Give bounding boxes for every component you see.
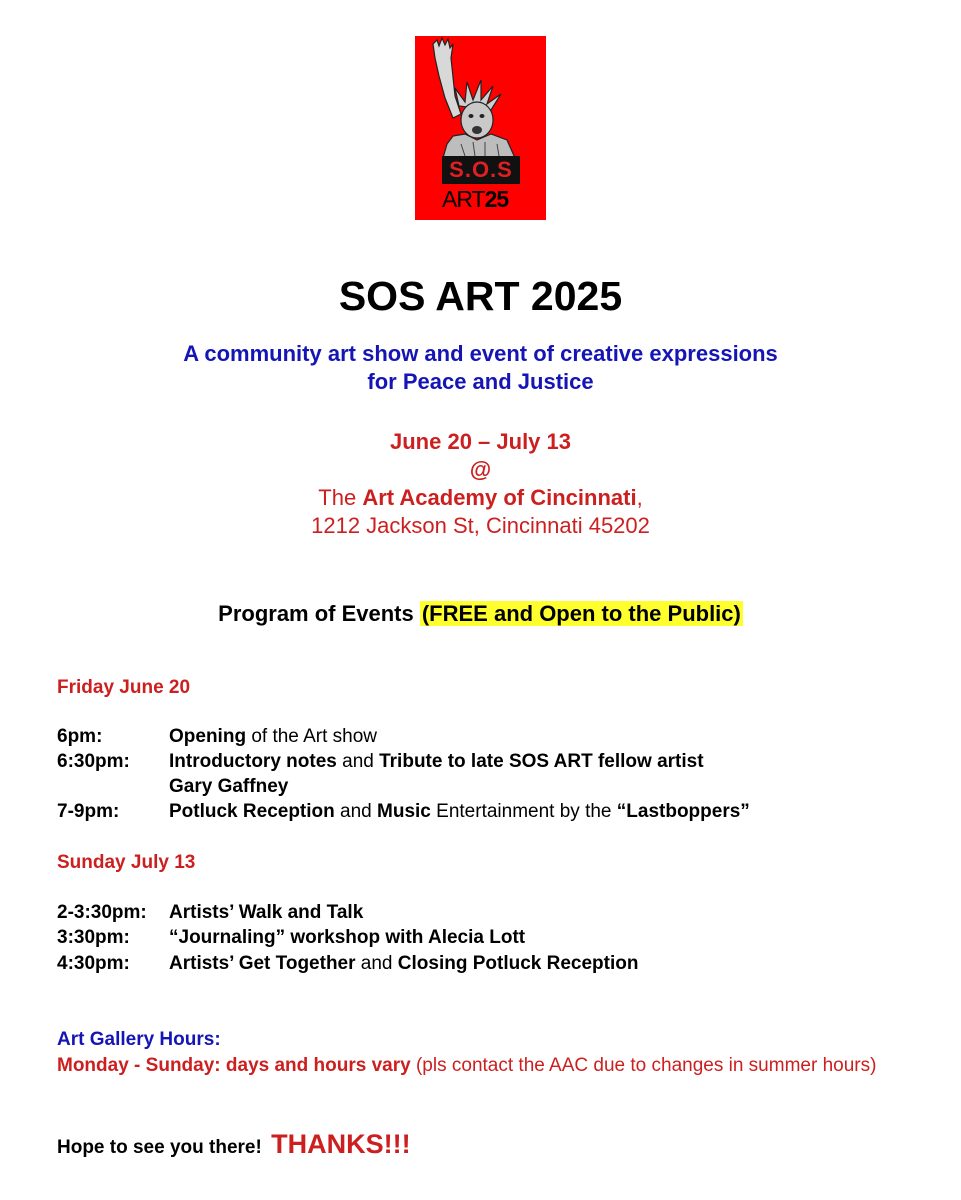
event-text: Entertainment by the [430,801,617,822]
event-time: 6:30pm: [57,751,130,772]
sos-badge [442,156,520,184]
event-description [169,775,288,799]
event-dates: June 20 – July 13 [390,429,571,454]
event-bold: Potluck Reception [169,801,335,822]
venue-suffix: , [636,485,643,510]
event-description [169,800,750,824]
event-subtitle [0,340,961,396]
venue-name: Art Academy of Cincinnati [362,485,637,510]
event-bold: Closing Potluck Reception [397,953,639,974]
hours-bold: Monday - Sunday: days and hours vary [57,1055,411,1076]
event-text: and [336,751,380,772]
event-bold: Introductory notes [169,751,337,772]
logo-art-text [442,186,520,212]
event-bold: “Lastboppers” [616,801,750,822]
thanks-text: THANKS!!! [271,1129,411,1159]
sunday-heading: Sunday July 13 [57,852,196,873]
at-sign: @ [469,457,492,482]
event-description [169,725,377,749]
event-time: 3:30pm: [57,927,130,948]
venue-line [0,484,961,512]
event-bold: Opening [169,726,247,747]
logo-art: ART [442,186,485,212]
free-highlight: (FREE and Open to the Public) [421,601,741,626]
event-description [169,901,363,925]
closing-line [57,1128,411,1164]
event-bold: Artists’ Get Together [169,953,356,974]
event-text: of the Art show [246,726,378,747]
event-time: 2-3:30pm: [57,902,147,923]
subtitle-line-2: for Peace and Justice [367,369,594,394]
event-text: and [355,953,398,974]
logo-year: 25 [484,186,509,212]
subtitle-line-1: A community art show and event of creative expressions [183,341,778,366]
event-time: 6pm: [57,726,103,747]
program-label: Program of Events [218,601,420,626]
event-details [0,428,961,540]
event-logo [415,36,546,220]
page-title: SOS ART 2025 [338,273,623,319]
closing-text: Hope to see you there! [57,1137,268,1158]
gallery-hours-heading: Art Gallery Hours: [57,1029,221,1050]
event-time: 7-9pm: [57,801,120,822]
logo-sos-text: S.O.S [449,157,513,182]
event-bold: Artists’ Walk and Talk [169,902,364,923]
event-bold: Music [377,801,431,822]
event-description [169,952,638,976]
gallery-hours-text [57,1053,897,1078]
event-bold: “Journaling” workshop with Alecia Lott [169,927,526,948]
event-time: 4:30pm: [57,953,130,974]
event-bold: Tribute to late SOS ART fellow artist [379,751,704,772]
event-description [169,750,704,774]
hours-note: (pls contact the AAC due to changes in summer hours) [410,1055,877,1076]
venue-prefix: The [318,485,363,510]
venue-address: 1212 Jackson St, Cincinnati 45202 [311,513,650,538]
friday-heading: Friday June 20 [57,677,191,698]
event-text: and [334,801,378,822]
program-heading [0,599,961,629]
event-description [169,926,525,950]
artist-name: Gary Gaffney [169,776,289,797]
